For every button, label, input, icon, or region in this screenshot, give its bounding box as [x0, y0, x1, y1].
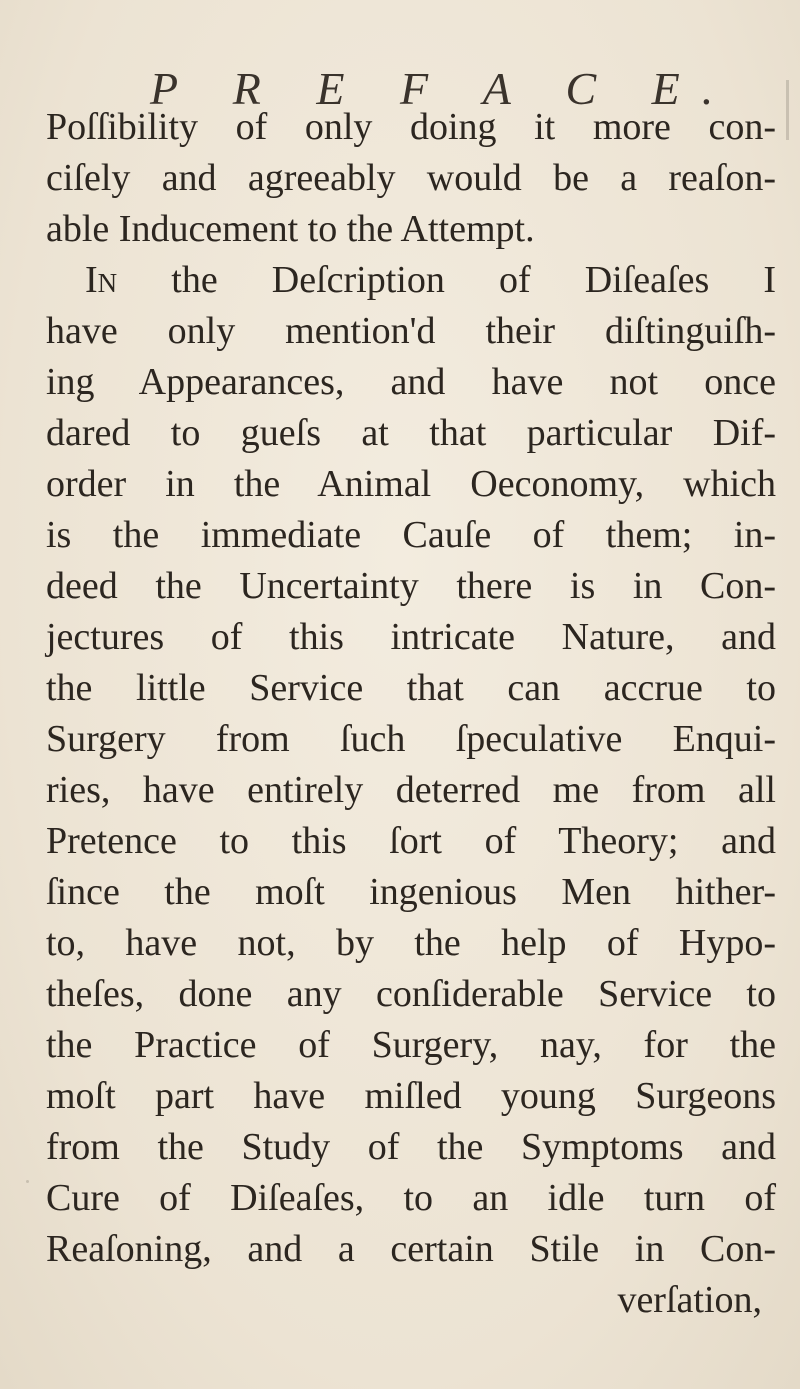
text-line: able Inducement to the Attempt.	[46, 208, 535, 250]
catchword: verſation,	[617, 1279, 762, 1321]
running-head: P R E F A C E.	[150, 63, 736, 114]
text-line: ciſely and agreeably would be a reaſon-	[46, 157, 776, 199]
text-line: order in the Animal Oeconomy, which	[46, 463, 776, 505]
text-line: theſes, done any conſiderable Service to	[46, 973, 776, 1015]
text-line: the little Service that can accrue to	[46, 667, 776, 709]
text-line: to, have not, by the help of Hypo-	[46, 922, 776, 964]
text-line: from the Study of the Symptoms and	[46, 1126, 776, 1168]
paper-blemish	[26, 1180, 29, 1183]
text-line: deed the Uncertainty there is in Con-	[46, 565, 776, 607]
text-line: have only mention'd their diſtinguiſh-	[46, 310, 776, 352]
text-line: the Practice of Surgery, nay, for the	[46, 1024, 776, 1066]
text-line: dared to gueſs at that particular Dif-	[46, 412, 776, 454]
text-line: is the immediate Cauſe of them; in-	[46, 514, 776, 556]
text-line: moſt part have miſled young Surgeons	[46, 1075, 776, 1117]
text-line: ries, have entirely deterred me from all	[46, 769, 776, 811]
text-line: Cure of Diſeaſes, to an idle turn of	[46, 1177, 776, 1219]
text-line: ing Appearances, and have not once	[46, 361, 776, 403]
text-line: Reaſoning, and a certain Stile in Con-	[46, 1228, 776, 1270]
text-line: jectures of this intricate Nature, and	[46, 616, 776, 658]
small-caps-word: In	[85, 259, 118, 301]
paper-blemish	[786, 80, 789, 140]
text-line: Poſſibility of only doing it more con-	[46, 106, 776, 148]
text-line: Pretence to this ſort of Theory; and	[46, 820, 776, 862]
paragraph-start-line: In the Deſcription of Diſeaſes I	[85, 259, 776, 301]
body-text	[46, 102, 776, 1326]
text-line: Surgery from ſuch ſpeculative Enqui-	[46, 718, 776, 760]
text-line: ſince the moſt ingenious Men hither-	[46, 871, 776, 913]
